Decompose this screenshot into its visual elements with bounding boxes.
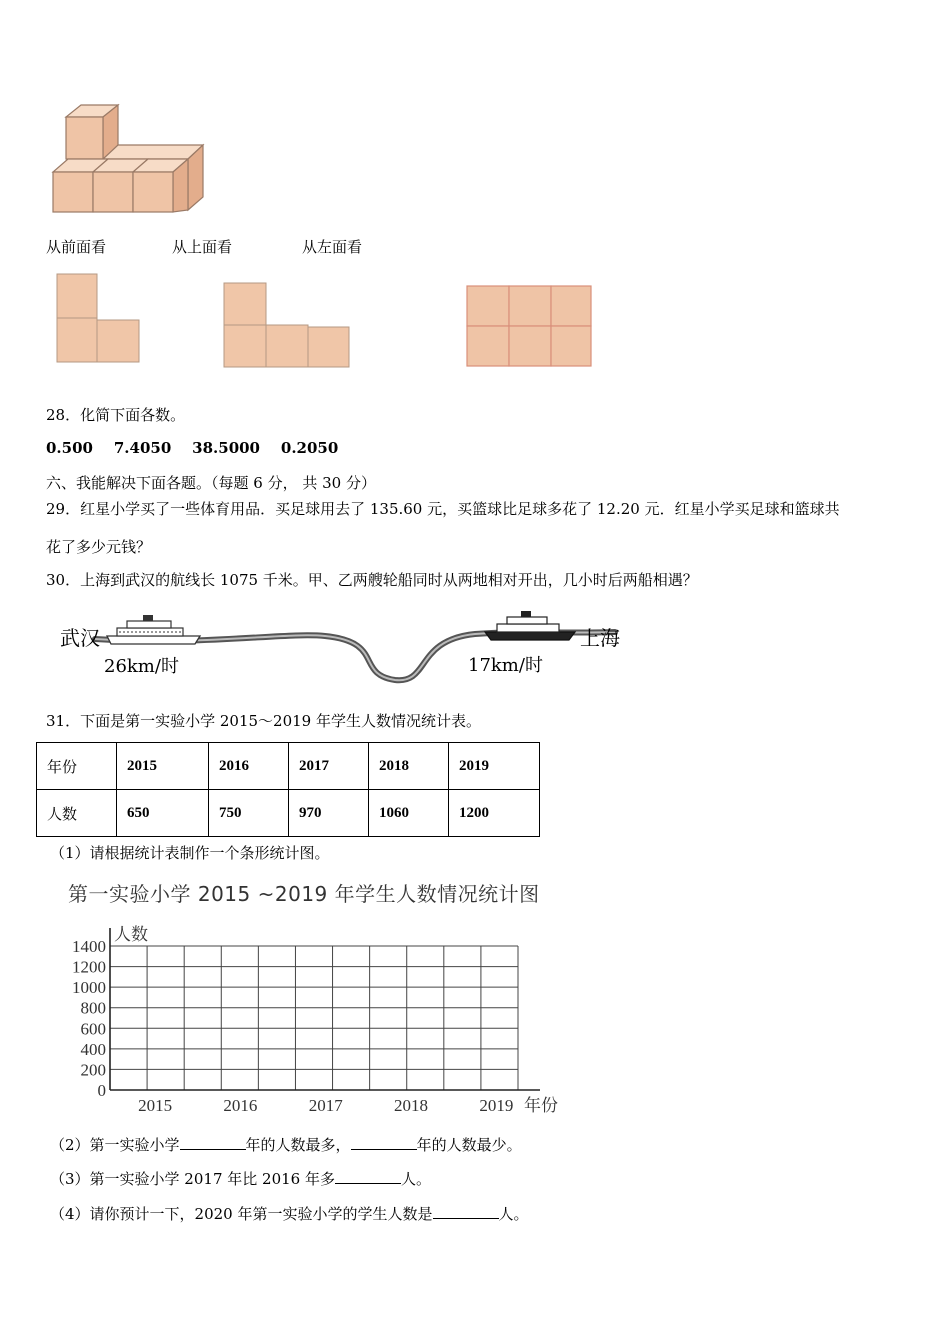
question-31-part3 bbox=[50, 1168, 431, 1189]
y-tick-label: 1000 bbox=[72, 978, 106, 998]
y-axis-label: 人数 bbox=[114, 925, 148, 945]
table-row bbox=[37, 790, 540, 837]
question-30: 30．上海到武汉的航线长 1075 千米。甲、乙两艘轮船同时从两地相对开出，几小时后两船相遇？ bbox=[46, 571, 698, 589]
ship-icon bbox=[485, 611, 575, 640]
y-tick-label: 800 bbox=[80, 998, 106, 1018]
question-28: 28．化简下面各数。 bbox=[46, 406, 186, 424]
question-31: 31．下面是第一实验小学 2015～2019 年学生人数情况统计表。 bbox=[46, 712, 481, 730]
x-tick-label: 2015 bbox=[138, 1096, 173, 1115]
table-cell: 2019 bbox=[449, 743, 540, 790]
y-tick-label: 200 bbox=[80, 1060, 106, 1080]
part3-text-a: （3）第一实验小学 2017 年比 2016 年多 bbox=[50, 1170, 335, 1188]
table-cell: 1060 bbox=[369, 790, 449, 837]
bar-chart-grid bbox=[60, 920, 580, 1120]
table-cell-label: 人数 bbox=[37, 790, 117, 837]
view-figure-top bbox=[222, 282, 357, 372]
question-29-line2: 花了多少元钱？ bbox=[46, 538, 152, 556]
section-6-heading: 六、我能解决下面各题。（每题 6 分， 共 30 分） bbox=[46, 474, 376, 492]
part4-text-a: （4）请你预计一下，2020 年第一实验小学的学生人数是 bbox=[50, 1205, 433, 1223]
y-tick-label: 0 bbox=[97, 1081, 106, 1100]
river-ships-figure bbox=[55, 604, 655, 694]
ship-icon bbox=[107, 615, 200, 644]
student-count-table bbox=[36, 742, 540, 837]
table-cell: 2017 bbox=[289, 743, 369, 790]
question-28-numbers: 0.500 7.4050 38.5000 0.2050 bbox=[46, 439, 339, 457]
table-cell: 650 bbox=[117, 790, 209, 837]
answer-blank[interactable] bbox=[335, 1169, 401, 1184]
x-tick-label: 2017 bbox=[308, 1096, 343, 1115]
y-tick-label: 1400 bbox=[72, 937, 106, 956]
x-tick-label: 2018 bbox=[394, 1096, 429, 1115]
x-tick-label: 2016 bbox=[223, 1096, 258, 1115]
question-31-part4 bbox=[50, 1203, 529, 1224]
view-figure-front bbox=[55, 272, 145, 367]
view-label-left: 从左面看 bbox=[302, 238, 363, 256]
table-cell: 2018 bbox=[369, 743, 449, 790]
city-label-wuhan: 武汉 bbox=[60, 626, 100, 650]
answer-blank[interactable] bbox=[180, 1135, 246, 1150]
table-cell: 970 bbox=[289, 790, 369, 837]
view-label-front: 从前面看 bbox=[46, 238, 107, 256]
part3-text-b: 人。 bbox=[400, 1170, 431, 1188]
part2-text-b: 年的人数最多， bbox=[245, 1136, 351, 1154]
table-cell: 2015 bbox=[117, 743, 209, 790]
y-tick-label: 1200 bbox=[72, 957, 106, 977]
question-31-part1: （1）请根据统计表制作一个条形统计图。 bbox=[50, 844, 330, 862]
city-label-shanghai: 上海 bbox=[580, 626, 620, 650]
table-cell: 1200 bbox=[449, 790, 540, 837]
chart-title: 第一实验小学 2015 ~2019 年学生人数情况统计图 bbox=[68, 882, 540, 906]
x-tick-label: 2019 bbox=[479, 1096, 514, 1115]
part4-text-b: 人。 bbox=[498, 1205, 529, 1223]
y-tick-label: 600 bbox=[80, 1019, 106, 1039]
table-row bbox=[37, 743, 540, 790]
view-figure-left bbox=[466, 285, 596, 370]
x-axis-label: 年份 bbox=[524, 1096, 558, 1116]
cube-arrangement-figure bbox=[48, 102, 218, 222]
part2-text-a: （2）第一实验小学 bbox=[50, 1136, 180, 1154]
question-29-line1: 29．红星小学买了一些体育用品．买足球用去了 135.60 元，买篮球比足球多花了 12.20 元．红星小学买足球和篮球共 bbox=[46, 500, 840, 518]
speed-label-left: 26km/时 bbox=[104, 656, 179, 677]
answer-blank[interactable] bbox=[433, 1204, 499, 1219]
answer-blank[interactable] bbox=[351, 1135, 417, 1150]
question-31-part2 bbox=[50, 1134, 522, 1155]
part2-text-c: 年的人数最少。 bbox=[416, 1136, 522, 1154]
y-tick-label: 400 bbox=[80, 1039, 106, 1059]
view-label-top: 从上面看 bbox=[172, 238, 233, 256]
table-cell: 750 bbox=[209, 790, 289, 837]
table-cell: 2016 bbox=[209, 743, 289, 790]
speed-label-right: 17km/时 bbox=[468, 655, 543, 676]
table-cell-label: 年份 bbox=[37, 743, 117, 790]
